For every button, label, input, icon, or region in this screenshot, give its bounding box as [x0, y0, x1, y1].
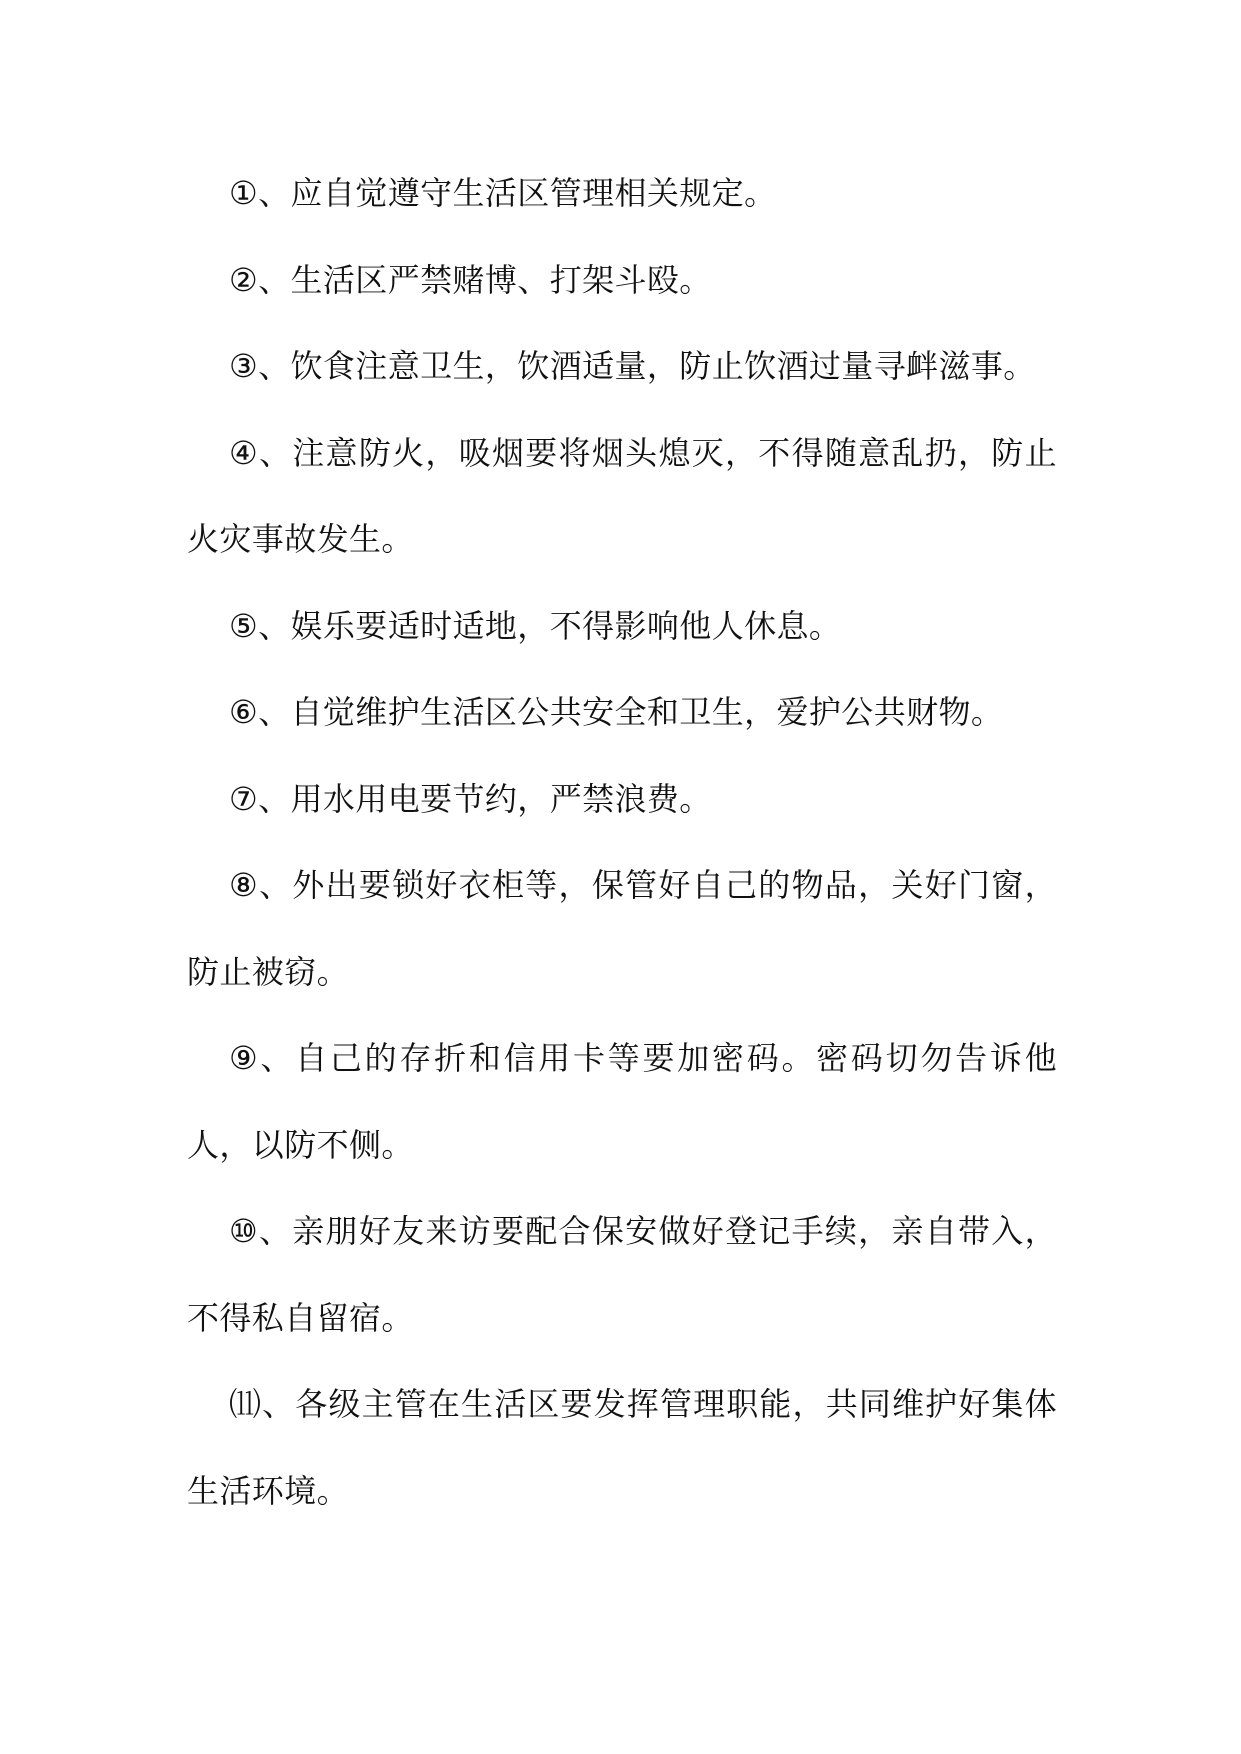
rule-item-9: ⑨、自己的存折和信用卡等要加密码。密码切勿告诉他人，以防不侧。	[187, 1039, 1057, 1164]
rule-item-5: ⑤、娱乐要适时适地，不得影响他人休息。	[229, 606, 842, 645]
rules-list	[187, 150, 1057, 1534]
rule-item-10: ⑩、亲朋好友来访要配合保安做好登记手续，亲自带入，不得私自留宿。	[187, 1212, 1057, 1337]
rule-item-1: ①、应自觉遵守生活区管理相关规定。	[229, 174, 777, 212]
rule-item-4: ④、注意防火，吸烟要将烟头熄灭，不得随意乱扔，防止火灾事故发生。	[187, 433, 1057, 558]
rule-item-6: ⑥、自觉维护生活区公共安全和卫生，爱护公共财物。	[229, 693, 1004, 731]
rule-item-3: ③、饮食注意卫生，饮酒适量，防止饮酒过量寻衅滋事。	[229, 347, 1036, 385]
rule-item-2: ②、生活区严禁赌博、打架斗殴。	[229, 260, 712, 299]
rule-item-7: ⑦、用水用电要节约，严禁浪费。	[229, 779, 712, 818]
rule-item-8: ⑧、外出要锁好衣柜等，保管好自己的物品，关好门窗，防止被窃。	[187, 866, 1057, 991]
rule-item-11: ⑾、各级主管在生活区要发挥管理职能，共同维护好集体生活环境。	[187, 1385, 1057, 1510]
